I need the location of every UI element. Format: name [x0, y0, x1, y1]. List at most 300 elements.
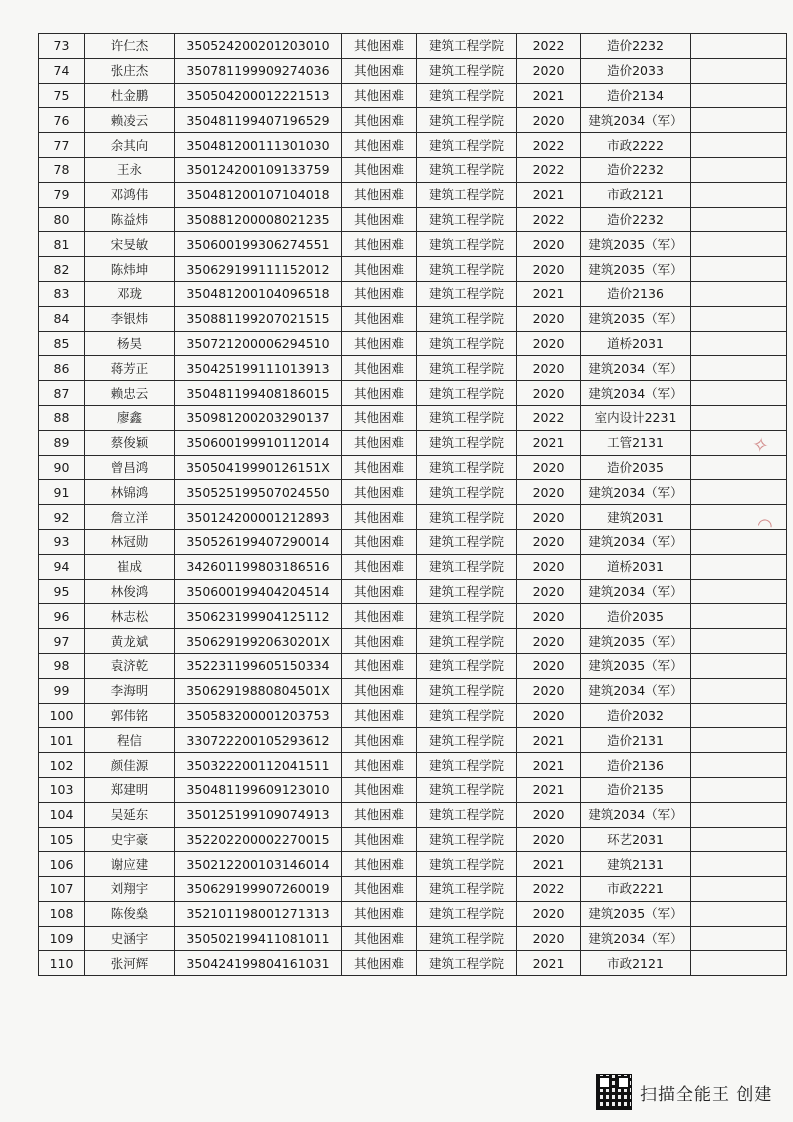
qr-code-icon	[596, 1074, 632, 1110]
college-cell: 建筑工程学院	[417, 852, 517, 877]
row-number-cell: 100	[39, 703, 85, 728]
table-row	[39, 753, 787, 778]
college-cell: 建筑工程学院	[417, 480, 517, 505]
row-number-cell: 99	[39, 678, 85, 703]
student-name-cell: 张庄杰	[85, 58, 175, 83]
id-number-cell: 350481199609123010	[175, 777, 342, 802]
remarks-cell	[691, 852, 787, 877]
remarks-cell	[691, 877, 787, 902]
row-number-cell: 90	[39, 455, 85, 480]
difficulty-type-cell: 其他困难	[342, 157, 417, 182]
class-name-cell: 建筑2131	[581, 852, 691, 877]
difficulty-type-cell: 其他困难	[342, 802, 417, 827]
class-name-cell: 造价2032	[581, 703, 691, 728]
row-number-cell: 107	[39, 877, 85, 902]
college-cell: 建筑工程学院	[417, 257, 517, 282]
student-name-cell: 谢应建	[85, 852, 175, 877]
id-number-cell: 350424199804161031	[175, 951, 342, 976]
table-row	[39, 257, 787, 282]
difficulty-type-cell: 其他困难	[342, 629, 417, 654]
student-name-cell: 陈俊燊	[85, 901, 175, 926]
difficulty-type-cell: 其他困难	[342, 34, 417, 59]
row-number-cell: 84	[39, 306, 85, 331]
class-name-cell: 造价2134	[581, 83, 691, 108]
class-name-cell: 工管2131	[581, 430, 691, 455]
class-name-cell: 建筑2035（军）	[581, 257, 691, 282]
student-name-cell: 杜金鹏	[85, 83, 175, 108]
id-number-cell: 350425199111013913	[175, 356, 342, 381]
grade-year-cell: 2021	[517, 430, 581, 455]
table-row	[39, 653, 787, 678]
remarks-cell	[691, 604, 787, 629]
class-name-cell: 建筑2034（军）	[581, 108, 691, 133]
id-number-cell: 350504200012221513	[175, 83, 342, 108]
student-name-cell: 陈炜坤	[85, 257, 175, 282]
student-name-cell: 张河辉	[85, 951, 175, 976]
student-name-cell: 郑建明	[85, 777, 175, 802]
id-number-cell: 350600199910112014	[175, 430, 342, 455]
student-name-cell: 王永	[85, 157, 175, 182]
table-row	[39, 629, 787, 654]
college-cell: 建筑工程学院	[417, 678, 517, 703]
table-row	[39, 926, 787, 951]
student-name-cell: 陈益炜	[85, 207, 175, 232]
class-name-cell: 市政2121	[581, 951, 691, 976]
student-name-cell: 廖鑫	[85, 405, 175, 430]
id-number-cell: 350322200112041511	[175, 753, 342, 778]
table-row	[39, 232, 787, 257]
id-number-cell: 350981200203290137	[175, 405, 342, 430]
class-name-cell: 室内设计2231	[581, 405, 691, 430]
remarks-cell	[691, 678, 787, 703]
college-cell: 建筑工程学院	[417, 554, 517, 579]
class-name-cell: 造价2232	[581, 207, 691, 232]
college-cell: 建筑工程学院	[417, 877, 517, 902]
difficulty-type-cell: 其他困难	[342, 852, 417, 877]
id-number-cell: 352202200002270015	[175, 827, 342, 852]
table-row	[39, 901, 787, 926]
class-name-cell: 建筑2031	[581, 505, 691, 530]
student-name-cell: 颜佳源	[85, 753, 175, 778]
table-row	[39, 579, 787, 604]
id-number-cell: 35062919880804501X	[175, 678, 342, 703]
grade-year-cell: 2022	[517, 133, 581, 158]
remarks-cell	[691, 703, 787, 728]
id-number-cell: 350481200107104018	[175, 182, 342, 207]
table-row	[39, 877, 787, 902]
difficulty-type-cell: 其他困难	[342, 579, 417, 604]
remarks-cell	[691, 58, 787, 83]
remarks-cell	[691, 281, 787, 306]
grade-year-cell: 2022	[517, 157, 581, 182]
table-row	[39, 455, 787, 480]
college-cell: 建筑工程学院	[417, 34, 517, 59]
class-name-cell: 环艺2031	[581, 827, 691, 852]
difficulty-type-cell: 其他困难	[342, 207, 417, 232]
class-name-cell: 建筑2034（军）	[581, 381, 691, 406]
row-number-cell: 76	[39, 108, 85, 133]
class-name-cell: 建筑2034（军）	[581, 802, 691, 827]
remarks-cell	[691, 653, 787, 678]
grade-year-cell: 2020	[517, 505, 581, 530]
difficulty-type-cell: 其他困难	[342, 554, 417, 579]
row-number-cell: 85	[39, 331, 85, 356]
student-name-cell: 赖忠云	[85, 381, 175, 406]
footer-watermark	[596, 1074, 772, 1110]
id-number-cell: 35050419990126151X	[175, 455, 342, 480]
college-cell: 建筑工程学院	[417, 579, 517, 604]
grade-year-cell: 2022	[517, 34, 581, 59]
remarks-cell	[691, 926, 787, 951]
remarks-cell	[691, 157, 787, 182]
grade-year-cell: 2020	[517, 306, 581, 331]
college-cell: 建筑工程学院	[417, 306, 517, 331]
row-number-cell: 73	[39, 34, 85, 59]
class-name-cell: 市政2222	[581, 133, 691, 158]
table-row	[39, 554, 787, 579]
student-name-cell: 林俊鸿	[85, 579, 175, 604]
id-number-cell: 342601199803186516	[175, 554, 342, 579]
college-cell: 建筑工程学院	[417, 802, 517, 827]
college-cell: 建筑工程学院	[417, 430, 517, 455]
remarks-cell	[691, 951, 787, 976]
table-row	[39, 281, 787, 306]
college-cell: 建筑工程学院	[417, 653, 517, 678]
difficulty-type-cell: 其他困难	[342, 951, 417, 976]
row-number-cell: 93	[39, 529, 85, 554]
row-number-cell: 110	[39, 951, 85, 976]
college-cell: 建筑工程学院	[417, 207, 517, 232]
class-name-cell: 市政2221	[581, 877, 691, 902]
grade-year-cell: 2020	[517, 232, 581, 257]
college-cell: 建筑工程学院	[417, 604, 517, 629]
row-number-cell: 89	[39, 430, 85, 455]
grade-year-cell: 2020	[517, 58, 581, 83]
table-row	[39, 405, 787, 430]
grade-year-cell: 2020	[517, 480, 581, 505]
difficulty-type-cell: 其他困难	[342, 356, 417, 381]
difficulty-type-cell: 其他困难	[342, 505, 417, 530]
grade-year-cell: 2021	[517, 777, 581, 802]
grade-year-cell: 2020	[517, 653, 581, 678]
student-name-cell: 李海明	[85, 678, 175, 703]
row-number-cell: 81	[39, 232, 85, 257]
table-row	[39, 58, 787, 83]
student-name-cell: 刘翔宇	[85, 877, 175, 902]
student-name-cell: 许仁杰	[85, 34, 175, 59]
remarks-cell	[691, 753, 787, 778]
class-name-cell: 建筑2034（军）	[581, 356, 691, 381]
college-cell: 建筑工程学院	[417, 926, 517, 951]
difficulty-type-cell: 其他困难	[342, 381, 417, 406]
id-number-cell: 35062919920630201X	[175, 629, 342, 654]
college-cell: 建筑工程学院	[417, 157, 517, 182]
id-number-cell: 330722200105293612	[175, 728, 342, 753]
difficulty-type-cell: 其他困难	[342, 306, 417, 331]
college-cell: 建筑工程学院	[417, 58, 517, 83]
row-number-cell: 102	[39, 753, 85, 778]
id-number-cell: 352101198001271313	[175, 901, 342, 926]
student-table	[38, 33, 787, 976]
id-number-cell: 350781199909274036	[175, 58, 342, 83]
red-seal-stamp: ✧ ◠	[750, 431, 774, 537]
difficulty-type-cell: 其他困难	[342, 901, 417, 926]
remarks-cell	[691, 728, 787, 753]
class-name-cell: 建筑2035（军）	[581, 232, 691, 257]
grade-year-cell: 2020	[517, 579, 581, 604]
id-number-cell: 350600199306274551	[175, 232, 342, 257]
id-number-cell: 350481200111301030	[175, 133, 342, 158]
grade-year-cell: 2020	[517, 678, 581, 703]
class-name-cell: 造价2033	[581, 58, 691, 83]
row-number-cell: 74	[39, 58, 85, 83]
class-name-cell: 道桥2031	[581, 331, 691, 356]
college-cell: 建筑工程学院	[417, 455, 517, 480]
remarks-cell	[691, 802, 787, 827]
row-number-cell: 109	[39, 926, 85, 951]
id-number-cell: 350125199109074913	[175, 802, 342, 827]
remarks-cell	[691, 331, 787, 356]
id-number-cell: 350629199111152012	[175, 257, 342, 282]
class-name-cell: 造价2135	[581, 777, 691, 802]
remarks-cell	[691, 777, 787, 802]
difficulty-type-cell: 其他困难	[342, 108, 417, 133]
table-row	[39, 802, 787, 827]
student-name-cell: 蔡俊颖	[85, 430, 175, 455]
college-cell: 建筑工程学院	[417, 901, 517, 926]
row-number-cell: 75	[39, 83, 85, 108]
table-row	[39, 306, 787, 331]
college-cell: 建筑工程学院	[417, 381, 517, 406]
difficulty-type-cell: 其他困难	[342, 777, 417, 802]
grade-year-cell: 2021	[517, 281, 581, 306]
grade-year-cell: 2020	[517, 331, 581, 356]
table-row	[39, 852, 787, 877]
table-row	[39, 157, 787, 182]
id-number-cell: 350881199207021515	[175, 306, 342, 331]
table-row	[39, 678, 787, 703]
grade-year-cell: 2020	[517, 827, 581, 852]
grade-year-cell: 2020	[517, 381, 581, 406]
student-name-cell: 林锦鸿	[85, 480, 175, 505]
remarks-cell	[691, 83, 787, 108]
id-number-cell: 350629199907260019	[175, 877, 342, 902]
remarks-cell	[691, 901, 787, 926]
table-row	[39, 703, 787, 728]
row-number-cell: 104	[39, 802, 85, 827]
id-number-cell: 350623199904125112	[175, 604, 342, 629]
remarks-cell	[691, 356, 787, 381]
difficulty-type-cell: 其他困难	[342, 281, 417, 306]
row-number-cell: 106	[39, 852, 85, 877]
class-name-cell: 造价2136	[581, 281, 691, 306]
class-name-cell: 造价2131	[581, 728, 691, 753]
college-cell: 建筑工程学院	[417, 232, 517, 257]
student-name-cell: 吴延东	[85, 802, 175, 827]
difficulty-type-cell: 其他困难	[342, 653, 417, 678]
student-name-cell: 史涵宇	[85, 926, 175, 951]
difficulty-type-cell: 其他困难	[342, 331, 417, 356]
grade-year-cell: 2020	[517, 554, 581, 579]
difficulty-type-cell: 其他困难	[342, 678, 417, 703]
student-name-cell: 袁济乾	[85, 653, 175, 678]
difficulty-type-cell: 其他困难	[342, 430, 417, 455]
class-name-cell: 建筑2034（军）	[581, 529, 691, 554]
id-number-cell: 350481199408186015	[175, 381, 342, 406]
college-cell: 建筑工程学院	[417, 951, 517, 976]
row-number-cell: 88	[39, 405, 85, 430]
student-name-cell: 曾昌鸿	[85, 455, 175, 480]
grade-year-cell: 2022	[517, 207, 581, 232]
table-row	[39, 108, 787, 133]
row-number-cell: 86	[39, 356, 85, 381]
difficulty-type-cell: 其他困难	[342, 133, 417, 158]
class-name-cell: 建筑2035（军）	[581, 306, 691, 331]
class-name-cell: 建筑2034（军）	[581, 678, 691, 703]
class-name-cell: 造价2232	[581, 34, 691, 59]
table-row	[39, 777, 787, 802]
row-number-cell: 92	[39, 505, 85, 530]
grade-year-cell: 2020	[517, 629, 581, 654]
student-name-cell: 詹立洋	[85, 505, 175, 530]
student-name-cell: 宋旻敏	[85, 232, 175, 257]
student-name-cell: 林冠勋	[85, 529, 175, 554]
college-cell: 建筑工程学院	[417, 827, 517, 852]
grade-year-cell: 2020	[517, 455, 581, 480]
table-row	[39, 480, 787, 505]
difficulty-type-cell: 其他困难	[342, 604, 417, 629]
table-row	[39, 827, 787, 852]
id-number-cell: 350502199411081011	[175, 926, 342, 951]
class-name-cell: 造价2232	[581, 157, 691, 182]
college-cell: 建筑工程学院	[417, 108, 517, 133]
difficulty-type-cell: 其他困难	[342, 182, 417, 207]
table-row	[39, 951, 787, 976]
table-row	[39, 34, 787, 59]
row-number-cell: 105	[39, 827, 85, 852]
student-name-cell: 杨昊	[85, 331, 175, 356]
grade-year-cell: 2020	[517, 356, 581, 381]
grade-year-cell: 2020	[517, 901, 581, 926]
student-name-cell: 林志松	[85, 604, 175, 629]
id-number-cell: 350481200104096518	[175, 281, 342, 306]
id-number-cell: 350583200001203753	[175, 703, 342, 728]
remarks-cell	[691, 232, 787, 257]
student-name-cell: 邓鸿伟	[85, 182, 175, 207]
table-row	[39, 182, 787, 207]
difficulty-type-cell: 其他困难	[342, 728, 417, 753]
remarks-cell	[691, 257, 787, 282]
class-name-cell: 造价2035	[581, 604, 691, 629]
row-number-cell: 95	[39, 579, 85, 604]
student-name-cell: 李银炜	[85, 306, 175, 331]
grade-year-cell: 2021	[517, 753, 581, 778]
student-name-cell: 余其向	[85, 133, 175, 158]
row-number-cell: 77	[39, 133, 85, 158]
class-name-cell: 建筑2034（军）	[581, 926, 691, 951]
brand-text: 扫描全能王 创建	[640, 1084, 773, 1105]
id-number-cell: 350526199407290014	[175, 529, 342, 554]
difficulty-type-cell: 其他困难	[342, 703, 417, 728]
college-cell: 建筑工程学院	[417, 505, 517, 530]
student-name-cell: 蒋芳正	[85, 356, 175, 381]
remarks-cell	[691, 306, 787, 331]
difficulty-type-cell: 其他困难	[342, 58, 417, 83]
remarks-cell	[691, 381, 787, 406]
id-number-cell: 350881200008021235	[175, 207, 342, 232]
difficulty-type-cell: 其他困难	[342, 480, 417, 505]
college-cell: 建筑工程学院	[417, 182, 517, 207]
difficulty-type-cell: 其他困难	[342, 827, 417, 852]
id-number-cell: 350721200006294510	[175, 331, 342, 356]
difficulty-type-cell: 其他困难	[342, 83, 417, 108]
college-cell: 建筑工程学院	[417, 629, 517, 654]
row-number-cell: 87	[39, 381, 85, 406]
table-row	[39, 381, 787, 406]
college-cell: 建筑工程学院	[417, 356, 517, 381]
student-name-cell: 邓珑	[85, 281, 175, 306]
class-name-cell: 市政2121	[581, 182, 691, 207]
grade-year-cell: 2021	[517, 182, 581, 207]
remarks-cell	[691, 629, 787, 654]
grade-year-cell: 2022	[517, 405, 581, 430]
table-row	[39, 529, 787, 554]
college-cell: 建筑工程学院	[417, 529, 517, 554]
row-number-cell: 83	[39, 281, 85, 306]
college-cell: 建筑工程学院	[417, 133, 517, 158]
class-name-cell: 建筑2035（军）	[581, 901, 691, 926]
college-cell: 建筑工程学院	[417, 777, 517, 802]
grade-year-cell: 2021	[517, 728, 581, 753]
row-number-cell: 108	[39, 901, 85, 926]
row-number-cell: 80	[39, 207, 85, 232]
id-number-cell: 350600199404204514	[175, 579, 342, 604]
class-name-cell: 建筑2035（军）	[581, 653, 691, 678]
student-name-cell: 郭伟铭	[85, 703, 175, 728]
id-number-cell: 350481199407196529	[175, 108, 342, 133]
student-name-cell: 史宇豪	[85, 827, 175, 852]
row-number-cell: 82	[39, 257, 85, 282]
student-name-cell: 黄龙斌	[85, 629, 175, 654]
table-row	[39, 505, 787, 530]
college-cell: 建筑工程学院	[417, 281, 517, 306]
id-number-cell: 350524200201203010	[175, 34, 342, 59]
difficulty-type-cell: 其他困难	[342, 877, 417, 902]
grade-year-cell: 2020	[517, 529, 581, 554]
id-number-cell: 350525199507024550	[175, 480, 342, 505]
class-name-cell: 建筑2034（军）	[581, 480, 691, 505]
class-name-cell: 建筑2035（军）	[581, 629, 691, 654]
table-row	[39, 430, 787, 455]
table-row	[39, 728, 787, 753]
college-cell: 建筑工程学院	[417, 331, 517, 356]
difficulty-type-cell: 其他困难	[342, 455, 417, 480]
grade-year-cell: 2020	[517, 926, 581, 951]
class-name-cell: 道桥2031	[581, 554, 691, 579]
grade-year-cell: 2020	[517, 604, 581, 629]
college-cell: 建筑工程学院	[417, 728, 517, 753]
grade-year-cell: 2020	[517, 108, 581, 133]
difficulty-type-cell: 其他困难	[342, 232, 417, 257]
college-cell: 建筑工程学院	[417, 83, 517, 108]
student-name-cell: 赖凌云	[85, 108, 175, 133]
remarks-cell	[691, 34, 787, 59]
remarks-cell	[691, 207, 787, 232]
table-row	[39, 83, 787, 108]
class-name-cell: 建筑2034（军）	[581, 579, 691, 604]
row-number-cell: 94	[39, 554, 85, 579]
grade-year-cell: 2021	[517, 83, 581, 108]
